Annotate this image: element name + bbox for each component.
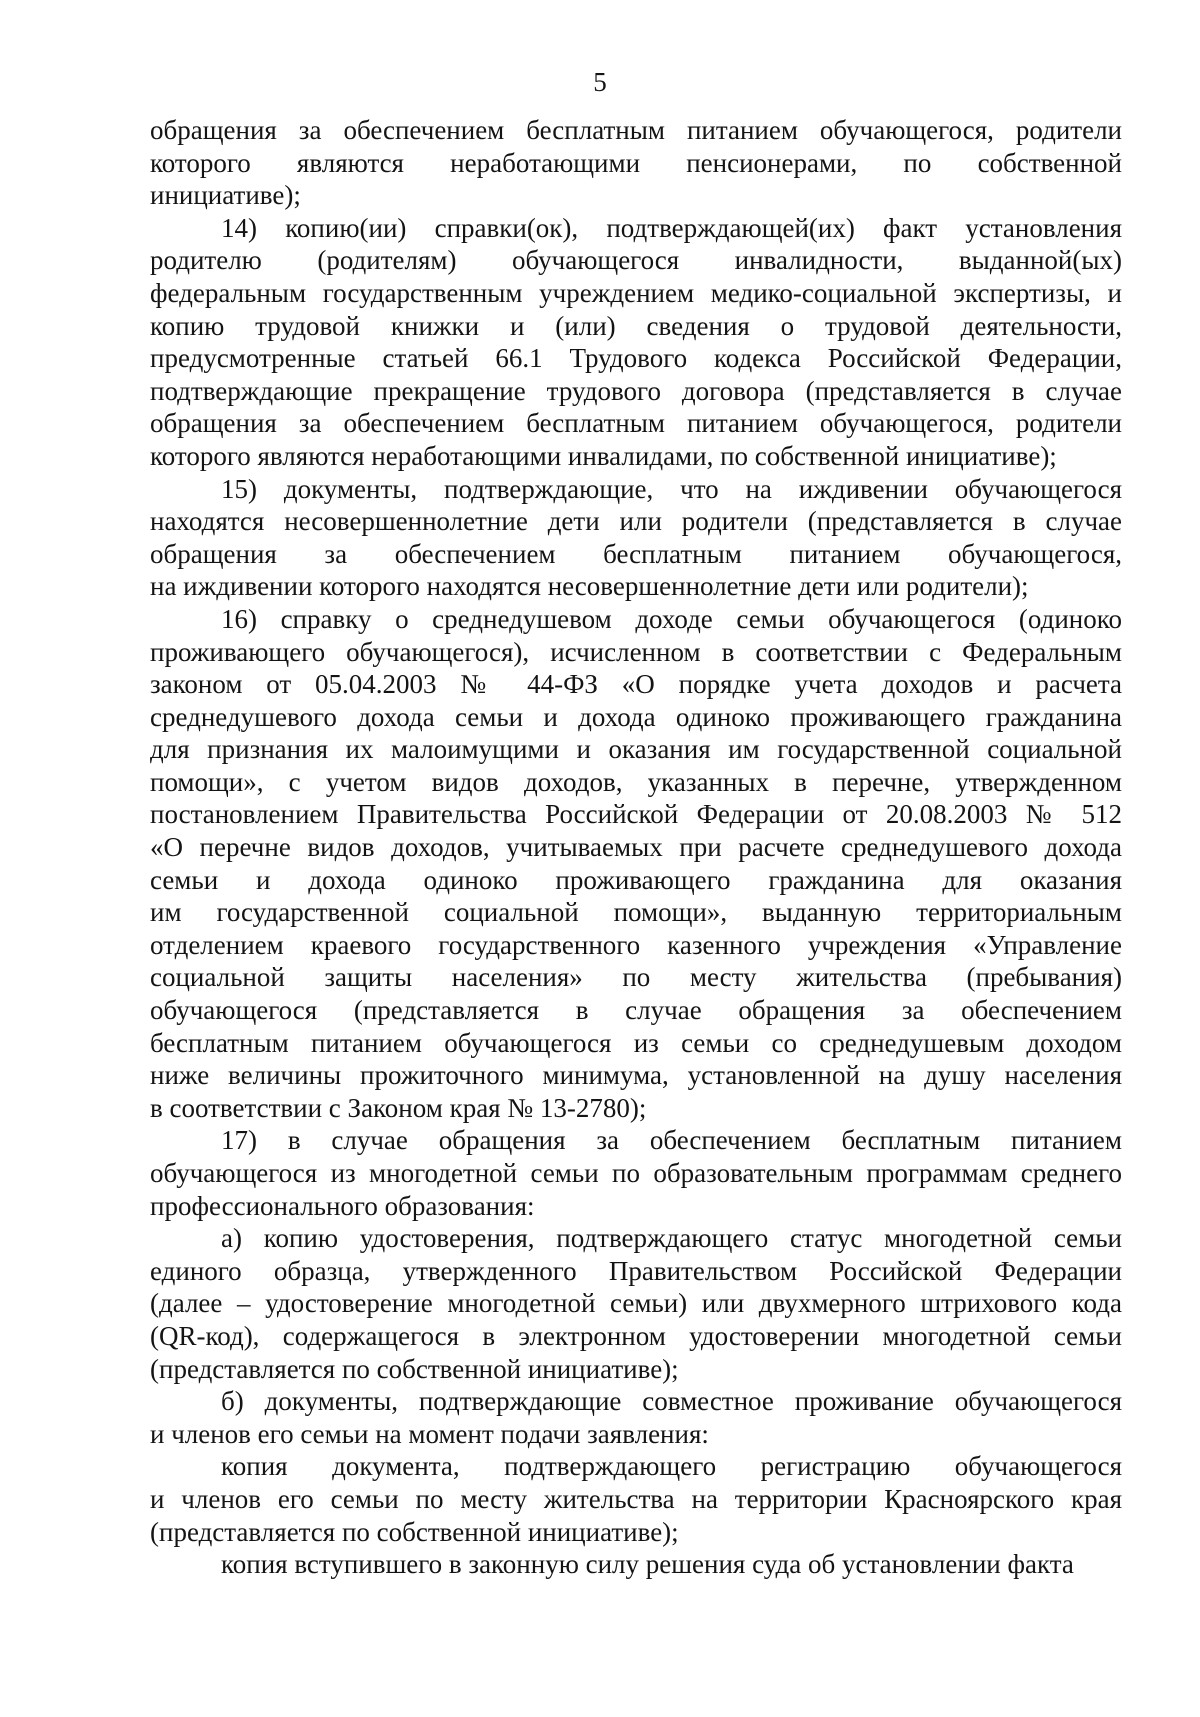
text-line: семьи и дохода одиноко проживающего гражданина для оказания [150, 864, 1122, 895]
text-line: (QR-код), содержащегося в электронном удостоверении многодетной семьи [150, 1320, 1122, 1351]
paragraph [150, 603, 1122, 1125]
text-line: проживающего обучающегося), исчисленном в соответствии с Федеральным [150, 636, 1122, 667]
text-line: и членов его семьи на момент подачи заявления: [150, 1418, 709, 1449]
text-line: б) документы, подтверждающие совместное проживание обучающегося [221, 1386, 1122, 1417]
text-line: обращения за обеспечением бесплатным питанием обучающегося, родители [150, 115, 1122, 145]
text-line: единого образца, утвержденного Правительством Российской Федерации [150, 1255, 1122, 1286]
text-line: которого являются неработающими пенсионерами, по собственной [150, 147, 1122, 178]
text-line: копия вступившего в законную силу решения суда об установлении факта [221, 1549, 1074, 1580]
text-line: среднедушевого дохода семьи и дохода одиноко проживающего гражданина [150, 701, 1122, 732]
text-line: а) копию удостоверения, подтверждающего статус многодетной семьи [221, 1223, 1122, 1254]
text-line: законом от 05.04.2003 № 44-ФЗ «О порядке учета доходов и расчета [150, 669, 1122, 700]
text-line: родителю (родителям) обучающегося инвалидности, выданной(ых) [150, 245, 1122, 276]
text-line: копию трудовой книжки и (или) сведения о трудовой деятельности, [150, 310, 1122, 341]
paragraph [150, 1385, 1122, 1450]
text-line: предусмотренные статьей 66.1 Трудового кодекса Российской Федерации, [150, 343, 1122, 374]
text-line: помощи», с учетом видов доходов, указанных в перечне, утвержденном [150, 766, 1122, 797]
text-line: федеральным государственным учреждением медико-социальной экспертизы, и [150, 277, 1122, 308]
text-line: постановлением Правительства Российской Федерации от 20.08.2003 № 512 [150, 799, 1122, 830]
paragraph [150, 1450, 1122, 1548]
text-line: 15) документы, подтверждающие, что на иждивении обучающегося [221, 473, 1122, 504]
text-line: подтверждающие прекращение трудового договора (представляется в случае [150, 375, 1122, 406]
page-number: 5 [593, 67, 607, 97]
text-line: социальной защиты населения» по месту жительства (пребывания) [150, 962, 1122, 993]
text-line: обучающегося из многодетной семьи по образовательным программам среднего [150, 1158, 1122, 1188]
text-line: (далее – удостоверение многодетной семьи) или двухмерного штрихового кода [150, 1288, 1122, 1319]
text-line: 14) копию(ии) справки(ок), подтверждающей(их) факт установления [221, 212, 1122, 243]
paragraph [150, 1124, 1122, 1222]
text-line: находятся несовершеннолетние дети или родители (представляется в случае [150, 506, 1122, 537]
paragraph [150, 1548, 1122, 1581]
text-line: ниже величины прожиточного минимума, установленной на душу населения [150, 1060, 1122, 1091]
paragraph [150, 473, 1122, 603]
text-line: инициативе); [150, 180, 301, 211]
text-line: на иждивении которого находятся несовершеннолетние дети или родители); [150, 571, 1029, 602]
text-line: 17) в случае обращения за обеспечением бесплатным питанием [221, 1125, 1122, 1156]
text-line: обучающегося (представляется в случае обращения за обеспечением [150, 995, 1122, 1026]
text-line: в соответствии с Законом края № 13-2780); [150, 1092, 647, 1123]
text-line: и членов его семьи по месту жительства на территории Красноярского края [150, 1483, 1122, 1514]
text-line: которого являются неработающими инвалидами, по собственной инициативе); [150, 440, 1057, 471]
text-line: обращения за обеспечением бесплатным питанием обучающегося, родители [150, 408, 1122, 439]
text-line: копия документа, подтверждающего регистрацию обучающегося [221, 1451, 1122, 1482]
paragraph [150, 114, 1122, 212]
text-line: 16) справку о среднедушевом доходе семьи обучающегося (одиноко [221, 603, 1122, 634]
text-line: (представляется по собственной инициативе); [150, 1516, 679, 1547]
paragraph [150, 1222, 1122, 1385]
text-line: «О перечне видов доходов, учитываемых при расчете среднедушевого дохода [150, 832, 1122, 863]
text-line: профессионального образования: [150, 1190, 535, 1221]
paragraph [150, 212, 1122, 473]
text-line: для признания их малоимущими и оказания им государственной социальной [150, 734, 1122, 765]
text-line: отделением краевого государственного казенного учреждения «Управление [150, 929, 1122, 960]
document-body [150, 114, 1122, 1581]
text-line: обращения за обеспечением бесплатным питанием обучающегося, [150, 538, 1122, 569]
text-line: (представляется по собственной инициативе); [150, 1353, 679, 1384]
text-line: бесплатным питанием обучающегося из семьи со среднедушевым доходом [150, 1027, 1122, 1058]
text-line: им государственной социальной помощи», выданную территориальным [150, 897, 1122, 928]
